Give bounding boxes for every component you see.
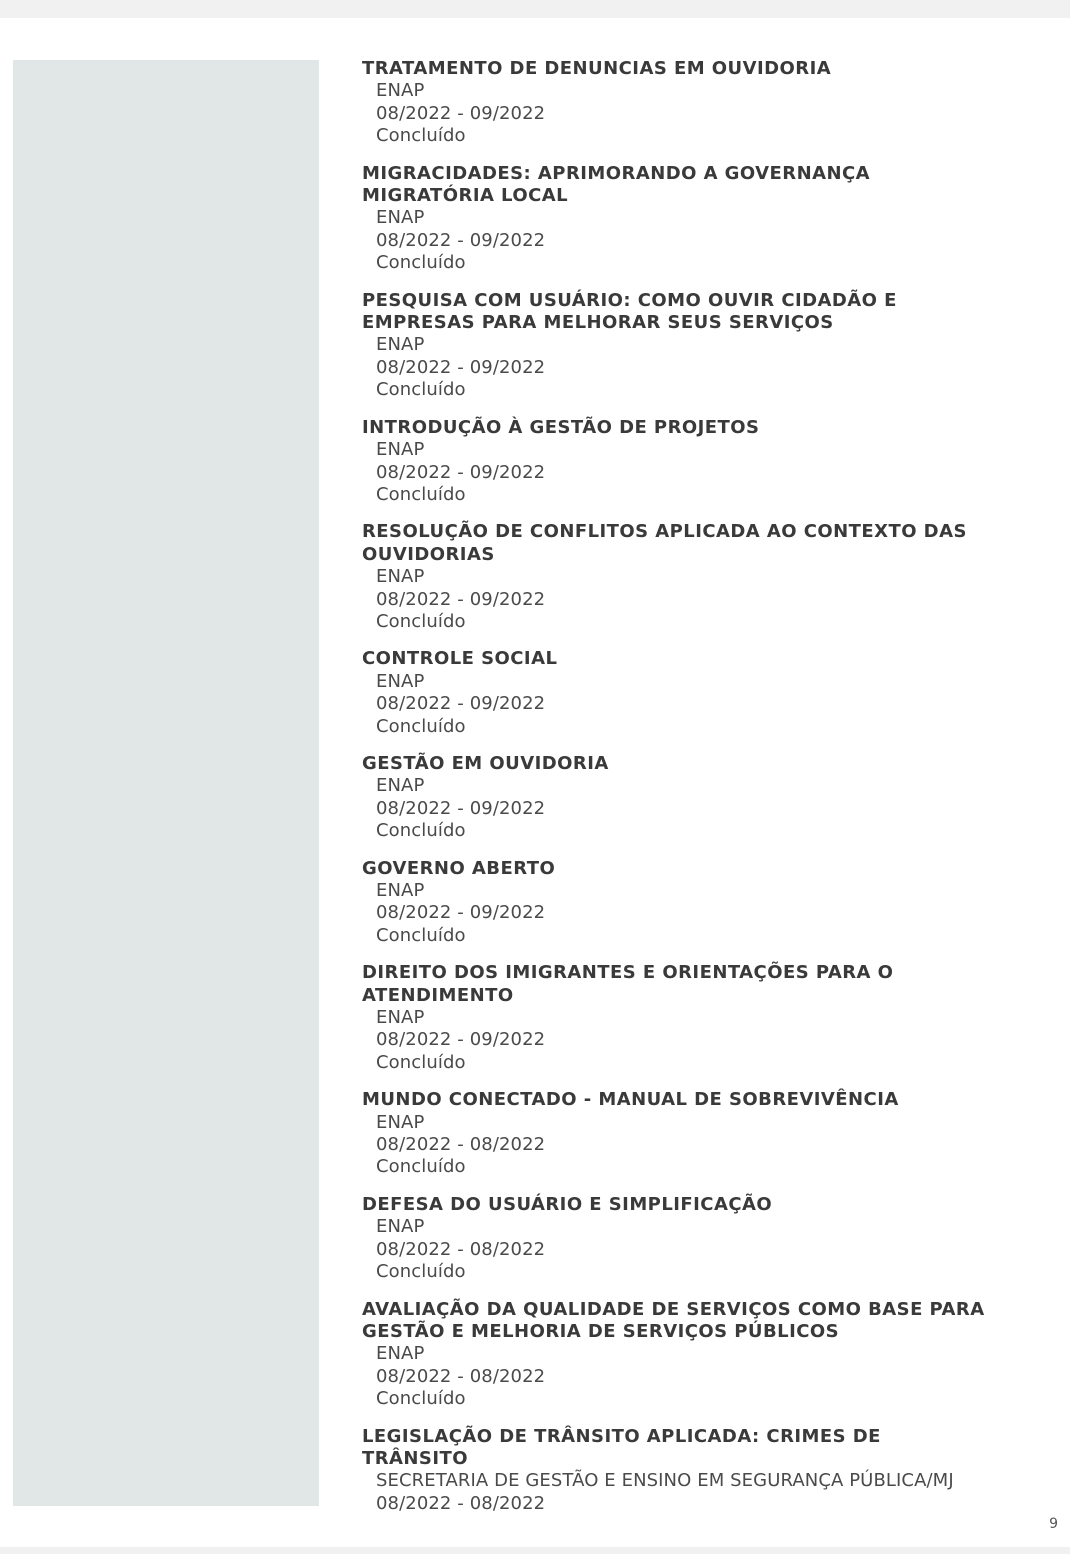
course-entry — [362, 753, 1042, 843]
course-institution: ENAP — [376, 334, 425, 356]
course-title — [362, 290, 1042, 335]
course-title-line: MIGRATÓRIA LOCAL — [362, 185, 569, 207]
course-status: Concluído — [376, 924, 466, 946]
course-status: Concluído — [376, 125, 466, 147]
course-period: 08/2022 - 09/2022 — [376, 356, 546, 378]
course-title — [362, 962, 1042, 1007]
course-period: 08/2022 - 09/2022 — [376, 461, 546, 483]
course-title-line: GESTÃO EM OUVIDORIA — [362, 752, 609, 774]
course-entry — [362, 1089, 1042, 1179]
course-status: Concluído — [376, 1261, 466, 1283]
course-entry — [362, 1299, 1042, 1411]
course-institution: ENAP — [376, 1007, 425, 1029]
course-period: 08/2022 - 09/2022 — [376, 902, 546, 924]
course-entry — [362, 58, 1042, 148]
course-title-line: TRATAMENTO DE DENUNCIAS EM OUVIDORIA — [362, 58, 832, 79]
page-number: 9 — [1049, 1516, 1058, 1532]
course-institution: ENAP — [376, 80, 425, 102]
course-institution: ENAP — [376, 207, 425, 229]
course-institution: SECRETARIA DE GESTÃO E ENSINO EM SEGURANÇA PÚBLICA/MJ — [376, 1470, 954, 1492]
course-status: Concluído — [376, 820, 466, 842]
course-title — [362, 753, 1042, 775]
course-title-line: MIGRACIDADES: APRIMORANDO A GOVERNANÇA — [362, 162, 871, 184]
sidebar-panel — [13, 60, 319, 1506]
course-title-line: EMPRESAS PARA MELHORAR SEUS SERVIÇOS — [362, 312, 834, 334]
course-institution: ENAP — [376, 670, 425, 692]
course-period: 08/2022 - 09/2022 — [376, 229, 546, 251]
course-status: Concluído — [376, 252, 466, 274]
course-title — [362, 58, 1042, 80]
course-period: 08/2022 - 09/2022 — [376, 1029, 546, 1051]
course-entry — [362, 1194, 1042, 1284]
course-institution: ENAP — [376, 1343, 425, 1365]
course-title — [362, 648, 1042, 670]
course-title-line: INTRODUÇÃO À GESTÃO DE PROJETOS — [362, 416, 760, 438]
course-title-line: ATENDIMENTO — [362, 984, 514, 1006]
course-title-line: RESOLUÇÃO DE CONFLITOS APLICADA AO CONTEXTO DAS — [362, 521, 967, 543]
course-title — [362, 1426, 1042, 1471]
course-title — [362, 1089, 1042, 1111]
course-title-line: MUNDO CONECTADO - MANUAL DE SOBREVIVÊNCIA — [362, 1089, 899, 1111]
course-status: Concluído — [376, 379, 466, 401]
course-list — [362, 58, 1042, 1530]
course-title-line: DEFESA DO USUÁRIO E SIMPLIFICAÇÃO — [362, 1193, 773, 1215]
course-period: 08/2022 - 08/2022 — [376, 1134, 546, 1156]
course-title-line: LEGISLAÇÃO DE TRÂNSITO APLICADA: CRIMES DE — [362, 1425, 881, 1447]
course-period: 08/2022 - 09/2022 — [376, 693, 546, 715]
course-entry — [362, 290, 1042, 402]
course-institution: ENAP — [376, 1216, 425, 1238]
course-title — [362, 1299, 1042, 1344]
course-title — [362, 521, 1042, 566]
course-institution: ENAP — [376, 880, 425, 901]
course-entry — [362, 858, 1042, 948]
course-institution: ENAP — [376, 1111, 425, 1133]
course-entry — [362, 163, 1042, 275]
course-period: 08/2022 - 08/2022 — [376, 1238, 546, 1260]
course-title-line: GOVERNO ABERTO — [362, 857, 556, 879]
course-status: Concluído — [376, 715, 466, 737]
course-title-line: CONTROLE SOCIAL — [362, 648, 558, 670]
course-entry — [362, 648, 1042, 738]
course-period: 08/2022 - 09/2022 — [376, 797, 546, 819]
course-status: Concluído — [376, 483, 466, 505]
course-period: 08/2022 - 08/2022 — [376, 1365, 546, 1387]
course-status: Concluído — [376, 610, 466, 632]
course-title-line: OUVIDORIAS — [362, 543, 495, 565]
course-status: Concluído — [376, 1388, 466, 1410]
course-institution: ENAP — [376, 775, 425, 797]
course-title — [362, 858, 1042, 880]
course-period: 08/2022 - 09/2022 — [376, 102, 546, 124]
course-title — [362, 163, 1042, 208]
course-entry — [362, 521, 1042, 633]
course-title-line: DIREITO DOS IMIGRANTES E ORIENTAÇÕES PARA O — [362, 962, 894, 984]
course-entry — [362, 962, 1042, 1074]
course-entry — [362, 417, 1042, 507]
course-title — [362, 1194, 1042, 1216]
course-status: Concluído — [376, 1051, 466, 1073]
course-institution: ENAP — [376, 439, 425, 461]
course-title-line: GESTÃO E MELHORIA DE SERVIÇOS PÚBLICOS — [362, 1320, 840, 1342]
course-period: 08/2022 - 09/2022 — [376, 588, 546, 610]
course-title-line: PESQUISA COM USUÁRIO: COMO OUVIR CIDADÃO E — [362, 289, 897, 311]
course-title-line: AVALIAÇÃO DA QUALIDADE DE SERVIÇOS COMO BASE PARA — [362, 1298, 985, 1320]
course-title — [362, 417, 1042, 439]
course-title-line: TRÂNSITO — [362, 1447, 468, 1469]
document-page — [0, 18, 1070, 1547]
course-period: 08/2022 - 08/2022 — [376, 1492, 546, 1514]
course-entry — [362, 1426, 1042, 1516]
course-status: Concluído — [376, 1156, 466, 1178]
course-institution: ENAP — [376, 566, 425, 588]
